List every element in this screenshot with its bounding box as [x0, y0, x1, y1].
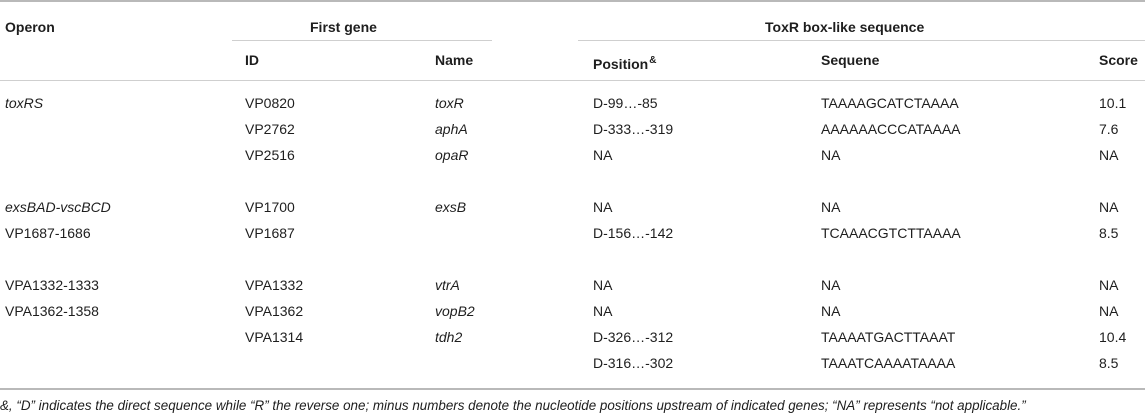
- cell-score: NA: [1099, 199, 1119, 215]
- cell-score: NA: [1099, 303, 1119, 319]
- header-operon: Operon: [5, 19, 55, 35]
- toxr-box-subrule: [578, 40, 1145, 41]
- cell-position: D-333…-319: [593, 121, 674, 137]
- cell-name: vtrA: [435, 277, 460, 293]
- cell-score: NA: [1099, 147, 1119, 163]
- header-toxr-box: ToxR box-like sequence: [765, 19, 925, 35]
- header-position: [593, 52, 656, 73]
- cell-name: vopB2: [435, 303, 475, 319]
- table-top-rule: [0, 0, 1145, 2]
- first-gene-subrule: [232, 40, 492, 41]
- header-position-mark: &: [649, 55, 657, 66]
- cell-position: D-316…-302: [593, 355, 674, 371]
- cell-position: NA: [593, 303, 613, 319]
- cell-score: 8.5: [1099, 355, 1119, 371]
- cell-position: D-156…-142: [593, 225, 674, 241]
- cell-name: tdh2: [435, 329, 463, 345]
- cell-sequence: NA: [821, 303, 841, 319]
- cell-sequence: TCAAACGTCTTAAAA: [821, 225, 961, 241]
- cell-name: opaR: [435, 147, 469, 163]
- cell-name: aphA: [435, 121, 468, 137]
- table-footnote: &, “D” indicates the direct sequence while “R” the reverse one; minus numbers denote the nucleotide positions upstream of indicated genes; “NA” represents “not applicable.”: [0, 398, 1026, 413]
- header-id: ID: [245, 52, 259, 68]
- cell-operon: VPA1362-1358: [5, 303, 99, 319]
- cell-score: 7.6: [1099, 121, 1119, 137]
- header-sequence: Sequene: [821, 52, 880, 68]
- header-bottom-rule: [0, 80, 1145, 81]
- cell-name: toxR: [435, 95, 464, 111]
- header-score: Score: [1099, 52, 1138, 68]
- cell-id: VP2762: [245, 121, 295, 137]
- cell-id: VP0820: [245, 95, 295, 111]
- cell-sequence: NA: [821, 199, 841, 215]
- cell-position: NA: [593, 199, 613, 215]
- header-first-gene: First gene: [310, 19, 377, 35]
- header-name: Name: [435, 52, 474, 68]
- cell-score: 8.5: [1099, 225, 1119, 241]
- cell-id: VP1687: [245, 225, 295, 241]
- cell-sequence: AAAAAACCCATAAAA: [821, 121, 961, 137]
- cell-id: VPA1362: [245, 303, 304, 319]
- header-position-label: Position: [593, 56, 649, 72]
- cell-position: NA: [593, 147, 613, 163]
- cell-operon: toxRS: [5, 95, 44, 111]
- cell-operon: VP1687-1686: [5, 225, 91, 241]
- cell-sequence: NA: [821, 277, 841, 293]
- cell-operon: VPA1332-1333: [5, 277, 99, 293]
- cell-id: VPA1314: [245, 329, 304, 345]
- cell-position: D-99…-85: [593, 95, 658, 111]
- cell-position: NA: [593, 277, 613, 293]
- cell-score: 10.1: [1099, 95, 1127, 111]
- cell-id: VP2516: [245, 147, 295, 163]
- table-bottom-rule: [0, 388, 1145, 390]
- cell-operon: exsBAD-vscBCD: [5, 199, 111, 215]
- cell-id: VPA1332: [245, 277, 304, 293]
- cell-sequence: TAAATCAAAATAAAA: [821, 355, 956, 371]
- cell-id: VP1700: [245, 199, 295, 215]
- cell-sequence: NA: [821, 147, 841, 163]
- cell-name: exsB: [435, 199, 467, 215]
- cell-score: NA: [1099, 277, 1119, 293]
- cell-sequence: TAAAATGACTTAAAT: [821, 329, 956, 345]
- cell-score: 10.4: [1099, 329, 1127, 345]
- cell-position: D-326…-312: [593, 329, 674, 345]
- cell-sequence: TAAAAGCATCTAAAA: [821, 95, 959, 111]
